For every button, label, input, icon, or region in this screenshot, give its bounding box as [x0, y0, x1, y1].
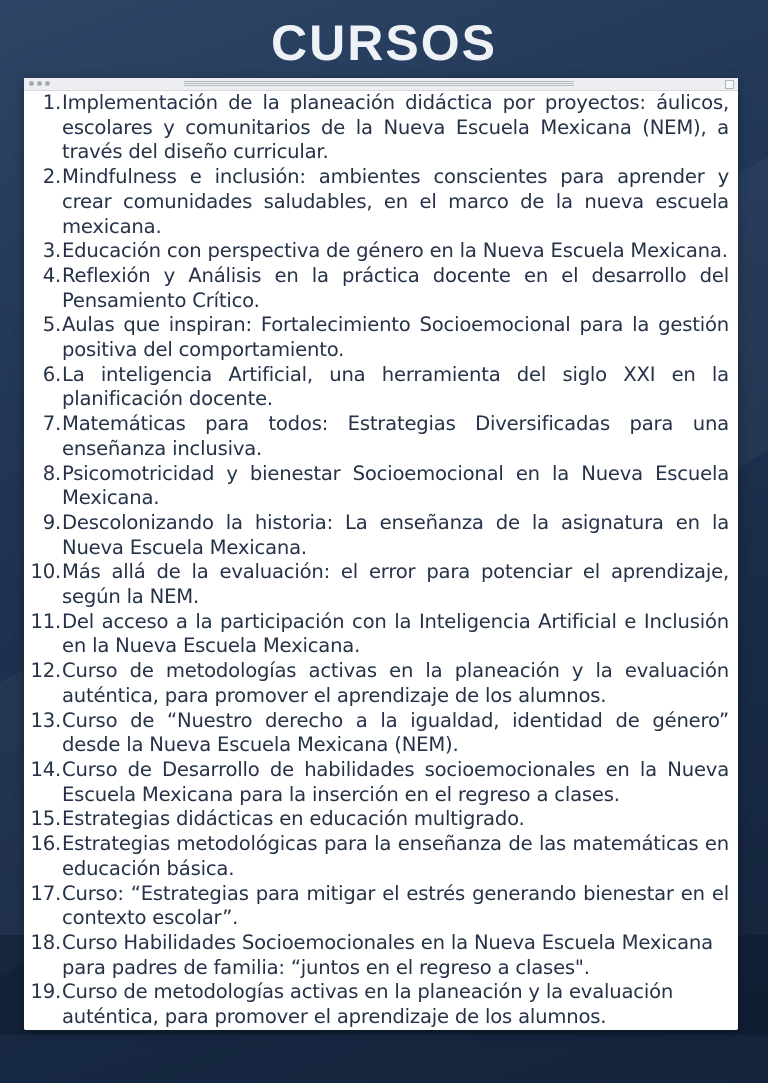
- course-number: 2.: [42, 165, 61, 189]
- course-item: [24, 832, 738, 881]
- window-dot-icon: [45, 81, 50, 86]
- window-title-bar: [24, 78, 738, 91]
- content-window: [24, 78, 738, 1030]
- course-title: Estrategias didácticas en educación multigrado.: [62, 807, 525, 831]
- course-number: 11.: [30, 609, 61, 633]
- course-item: [24, 610, 738, 659]
- course-item: [24, 931, 738, 980]
- course-number: 16.: [30, 832, 61, 856]
- window-dot-icon: [29, 81, 34, 86]
- course-number: 12.: [30, 659, 61, 683]
- course-item: [24, 980, 738, 1029]
- course-title: Estrategias metodológicas para la enseñanza de las matemáticas en educación básica.: [62, 832, 729, 880]
- course-item: [24, 91, 738, 165]
- course-item: [24, 239, 738, 264]
- window-controls: [29, 81, 50, 86]
- course-item: [24, 882, 738, 931]
- course-number: 19.: [30, 980, 61, 1004]
- course-number: 6.: [42, 362, 61, 386]
- course-item: [24, 264, 738, 313]
- course-item: [24, 807, 738, 832]
- course-number: 17.: [30, 881, 61, 905]
- course-number: 4.: [42, 263, 61, 287]
- course-number: 10.: [30, 560, 61, 584]
- window-maximize-icon: [725, 80, 734, 89]
- course-item: [24, 313, 738, 362]
- course-number: 5.: [42, 313, 61, 337]
- window-dot-icon: [37, 81, 42, 86]
- course-number: 3.: [42, 239, 61, 263]
- course-item: [24, 412, 738, 461]
- course-list: [24, 91, 738, 1030]
- course-title: Más allá de la evaluación: el error para potenciar el aprendizaje, según la NEM.: [62, 560, 729, 609]
- course-number: 7.: [42, 412, 61, 436]
- course-title: Implementación de la planeación didáctica por proyectos: áulicos, escolares y comunitarios de la Nueva Escuela Mexicana (NEM), a través del diseño curricular.: [62, 91, 729, 164]
- course-number: 18.: [30, 930, 61, 954]
- course-title: Curso de metodologías activas en la planeación y la evaluación auténtica, para promover el aprendizaje de los alumnos.: [62, 659, 729, 707]
- course-number: 8.: [42, 461, 61, 485]
- course-title: Curso de “Nuestro derecho a la igualdad, identidad de género” desde la Nueva Escuela Mexicana (NEM).: [62, 708, 729, 757]
- course-number: 15.: [30, 807, 61, 831]
- course-item: [24, 165, 738, 239]
- course-title: Curso: “Estrategias para mitigar el estrés generando bienestar en el contexto escolar”.: [62, 881, 729, 930]
- course-title: Mindfulness e inclusión: ambientes conscientes para aprender y crear comunidades saludables, en el marco de la nueva escuela mexicana.: [62, 165, 729, 238]
- course-title: Educación con perspectiva de género en la Nueva Escuela Mexicana.: [62, 239, 728, 263]
- course-number: 9.: [42, 510, 61, 534]
- course-title: Del acceso a la participación con la Inteligencia Artificial e Inclusión en la Nueva Escuela Mexicana.: [62, 609, 729, 658]
- course-title: Aulas que inspiran: Fortalecimiento Socioemocional para la gestión positiva del comportamiento.: [62, 313, 729, 362]
- course-item: [24, 560, 738, 609]
- course-number: 1.: [42, 91, 61, 114]
- page-title: CURSOS: [271, 15, 497, 71]
- course-title: Curso de metodologías activas en la planeación y la evaluación auténtica, para promover el aprendizaje de los alumnos.: [62, 980, 674, 1029]
- course-item: [24, 363, 738, 412]
- course-title: La inteligencia Artificial, una herramienta del siglo XXI en la planificación docente.: [62, 362, 729, 411]
- course-item: [24, 462, 738, 511]
- course-item: [24, 511, 738, 560]
- course-number: 14.: [30, 757, 61, 781]
- window-grip-icon: [184, 81, 574, 87]
- course-title: Curso de Desarrollo de habilidades socioemocionales en la Nueva Escuela Mexicana para la inserción en el regreso a clases.: [62, 757, 729, 806]
- course-item: [24, 758, 738, 807]
- course-item: [24, 659, 738, 708]
- course-title: Descolonizando la historia: La enseñanza de la asignatura en la Nueva Escuela Mexicana.: [62, 510, 729, 559]
- course-title: Curso Habilidades Socioemocionales en la Nueva Escuela Mexicana para padres de familia: “juntos en el regreso a clases".: [62, 930, 713, 979]
- course-number: 13.: [30, 708, 61, 732]
- course-title: Matemáticas para todos: Estrategias Diversificadas para una enseñanza inclusiva.: [62, 412, 729, 460]
- course-item: [24, 709, 738, 758]
- course-title: Psicomotricidad y bienestar Socioemocional en la Nueva Escuela Mexicana.: [62, 461, 729, 510]
- course-title: Reflexión y Análisis en la práctica docente en el desarrollo del Pensamiento Crítico.: [62, 263, 729, 312]
